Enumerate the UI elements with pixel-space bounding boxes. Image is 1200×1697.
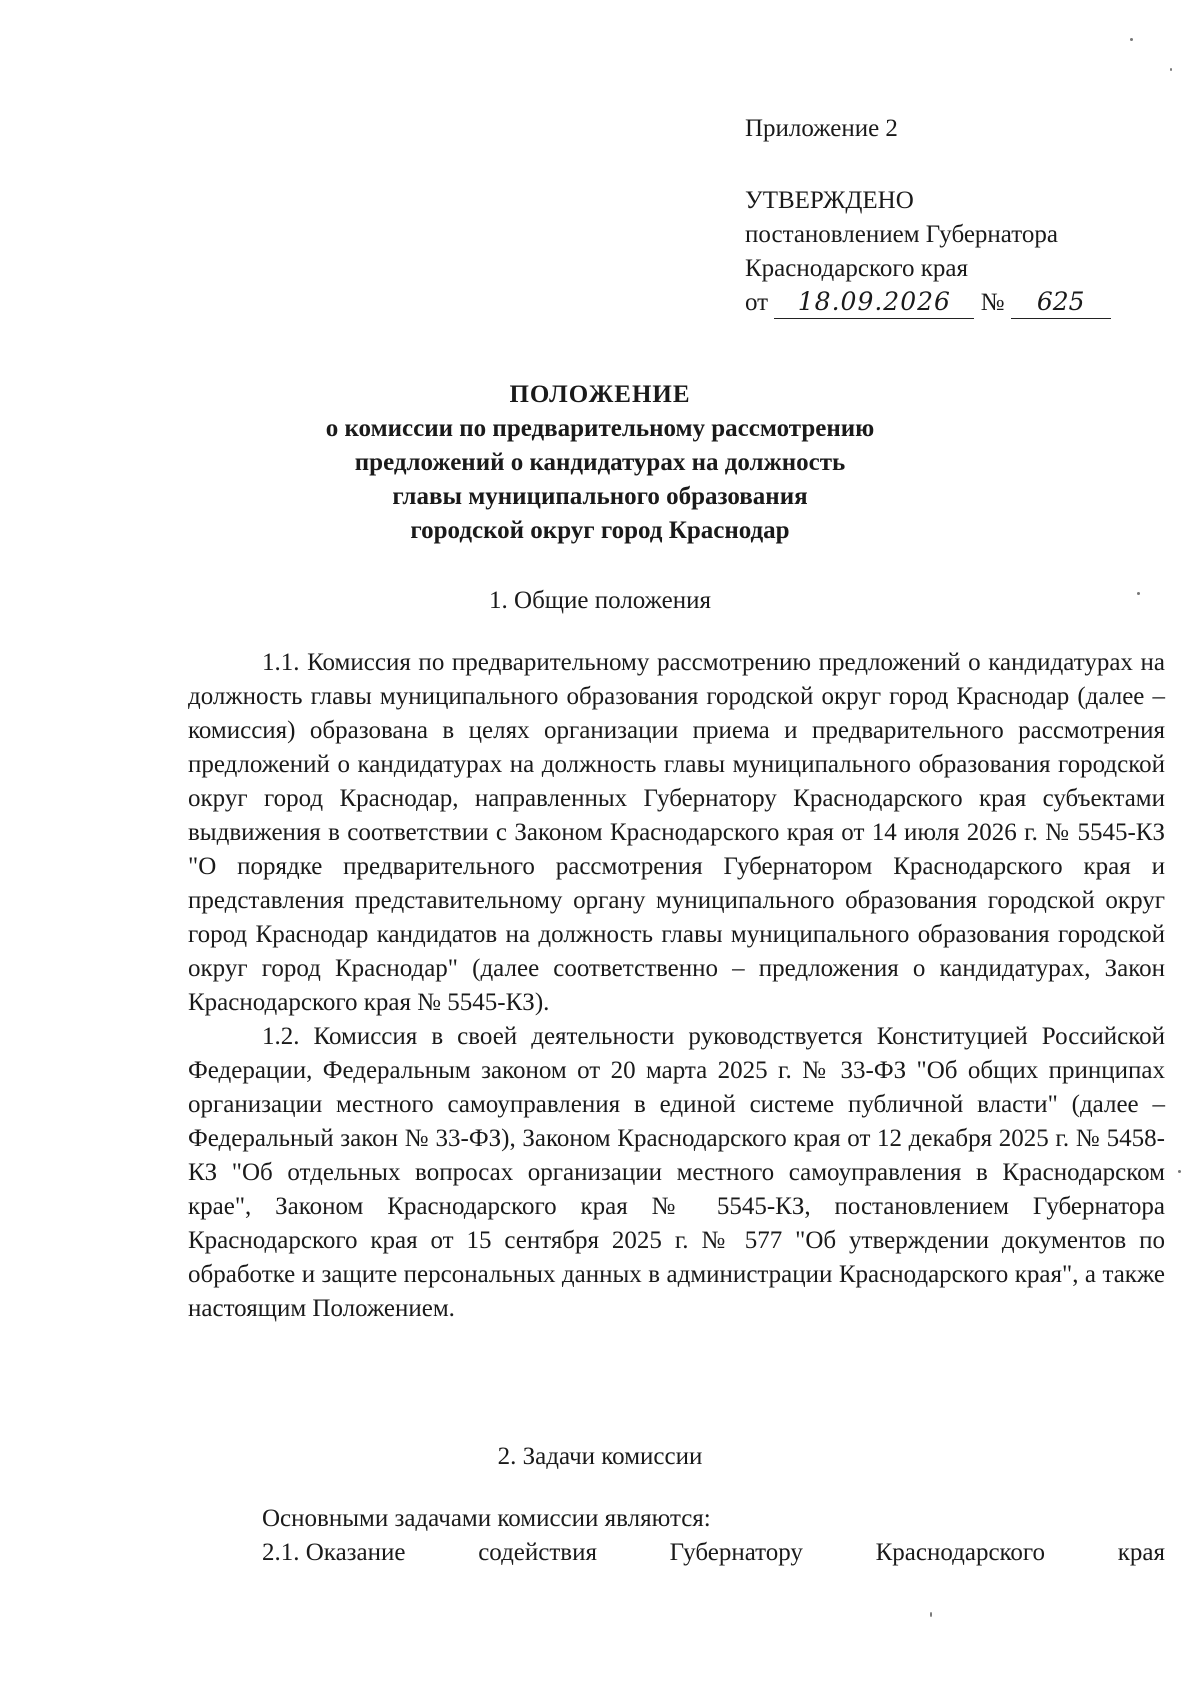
section-2-body (188, 1502, 1165, 1536)
section-2-heading: 2. Задачи комиссии (497, 1443, 703, 1470)
title-line-3: главы муниципального образования (392, 483, 808, 510)
approved-by-line2: Краснодарского края (745, 255, 968, 282)
item-2-1-line (262, 1536, 1165, 1570)
scan-speck (1170, 68, 1172, 71)
approval-date-line (745, 286, 1165, 320)
title-line-2: предложений о кандидатурах на должность (354, 449, 846, 476)
date-prefix: от (745, 289, 769, 316)
item-word: Губернатору (669, 1539, 803, 1566)
paragraph-1-2: 1.2. Комиссия в своей деятельности руководствуется Конституцией Российской Федерации, Федеральным законом от 20 марта 2025 г. № 33-ФЗ "Об общих принципах организации местного самоуправления в единой системе публичной власти" (далее – Федеральный закон № 33-ФЗ), Законом Краснодарского края от 12 декабря 2025 г. № 5458-КЗ "Об отдельных вопросах организации местного самоуправления в Краснодарском крае", Законом Краснодарского края № 5545-КЗ, постановлением Губернатора Краснодарского края от 15 сентября 2025 г. № 577 "Об утверждении документов по обработке и защите персональных данных в администрации Краснодарского края", а также настоящим Положением. (188, 1023, 1165, 1322)
section-2-intro: Основными задачами комиссии являются: (262, 1505, 711, 1532)
handwritten-number: 625 (1011, 286, 1111, 319)
scan-speck (1137, 592, 1140, 595)
item-word: края (1117, 1539, 1165, 1566)
number-prefix: № (980, 289, 1005, 316)
approved-by-line1: постановлением Губернатора (745, 221, 1058, 248)
title-line-1: о комиссии по предварительному рассмотрению (325, 415, 875, 442)
item-word: 2.1. Оказание (262, 1539, 406, 1566)
item-word: содействия (478, 1539, 597, 1566)
scan-speck (1130, 38, 1133, 41)
approved-label: УТВЕРЖДЕНО (745, 187, 914, 214)
item-word: Краснодарского (875, 1539, 1046, 1566)
handwritten-date: 18.09.2026 (774, 286, 974, 319)
title-main: ПОЛОЖЕНИЕ (509, 381, 691, 408)
approval-stamp-block (745, 112, 1165, 320)
title-line-4: городской округ город Краснодар (410, 517, 790, 544)
annex-label: Приложение 2 (745, 115, 898, 142)
scan-speck (1178, 1170, 1181, 1173)
section-1-body (188, 646, 1165, 1326)
section-1-heading: 1. Общие положения (489, 587, 711, 614)
paragraph-1-1: 1.1. Комиссия по предварительному рассмотрению предложений о кандидатурах на должность главы муниципального образования городской округ город Краснодар (далее – комиссия) образована в целях организации приема и предварительного рассмотрения предложений о кандидатурах на должность главы муниципального образования городской округ город Краснодар, направленных Губернатору Краснодарского края субъектами выдвижения в соответствии с Законом Краснодарского края от 14 июля 2026 г. № 5545-КЗ "О порядке предварительного рассмотрения Губернатором Краснодарского края и представления представительному органу муниципального образования городской округ город Краснодар кандидатов на должность главы муниципального образования городской округ город Краснодар" (далее соответственно – предложения о кандидатурах, Закон Краснодарского края № 5545-КЗ). (188, 649, 1165, 1016)
document-title (0, 378, 1200, 548)
scan-speck (930, 1612, 932, 1617)
